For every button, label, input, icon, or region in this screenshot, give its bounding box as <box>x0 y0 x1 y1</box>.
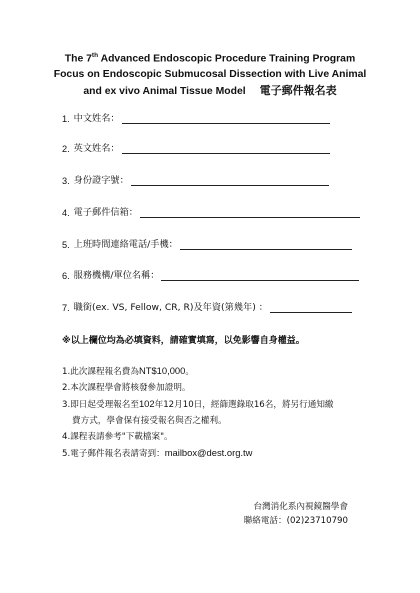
contact-phone: 聯絡電話：(02)23710790 <box>243 516 348 526</box>
list-item <box>62 396 382 413</box>
field-id-number <box>62 172 329 186</box>
field-label: 英文姓名： <box>73 143 120 154</box>
notice-list <box>62 363 382 462</box>
chinese-name-input[interactable] <box>122 113 330 124</box>
list-item <box>62 445 382 462</box>
item-text: 費方式，學會保有接受報名與否之權利。 <box>72 416 227 426</box>
email-address-link[interactable]: mailbox@dest.org.tw <box>164 447 253 458</box>
title-text-1a: The 7 <box>64 53 92 65</box>
item-text: 。 <box>185 367 194 377</box>
field-number: 4. <box>62 208 70 218</box>
phone-input[interactable] <box>180 239 352 250</box>
organization-name: 台灣消化系內視鏡醫學會 <box>253 502 348 512</box>
title-seniority-input[interactable] <box>270 302 352 313</box>
field-number: 1. <box>62 114 70 124</box>
field-label: 身份證字號： <box>73 175 129 186</box>
title-superscript: th <box>91 52 99 59</box>
list-item <box>62 380 382 396</box>
field-english-name <box>62 140 330 154</box>
list-item <box>62 429 382 445</box>
title-line-1 <box>0 48 420 67</box>
item-text: 2.本次課程學會將核發參加證明。 <box>62 383 191 393</box>
title-line-2: Focus on Endoscopic Submucosal Dissection with Live Animal <box>53 69 367 81</box>
field-number: 6. <box>62 271 70 281</box>
field-email <box>62 204 360 218</box>
field-number: 5. <box>62 240 70 250</box>
field-phone <box>62 236 352 250</box>
english-name-input[interactable] <box>122 143 330 154</box>
title-line-3 <box>0 83 420 100</box>
footer-contact <box>244 500 348 528</box>
item-text: 5.電子郵件報名表請寄到： <box>62 449 165 459</box>
field-number: 3. <box>62 176 70 186</box>
fee-amount: NT$10,000 <box>138 365 186 376</box>
title-text-1b: Advanced Endoscopic Procedure Training Program <box>98 53 356 65</box>
field-institution <box>62 267 359 281</box>
institution-input[interactable] <box>161 270 359 281</box>
title-text-3: and ex vivo Animal Tissue Model <box>83 86 246 98</box>
field-title-seniority <box>62 299 352 313</box>
item-text: 1.此次課程報名費為 <box>62 367 139 377</box>
item-text: 4.課程表請參考"下載檔案"。 <box>62 432 173 442</box>
id-number-input[interactable] <box>131 175 329 186</box>
field-label: 電子郵件信箱： <box>73 207 138 218</box>
email-input[interactable] <box>140 207 360 218</box>
field-number: 2. <box>62 144 70 154</box>
form-name-cjk: 電子郵件報名表 <box>259 84 337 98</box>
required-fields-note: ※以上欄位均為必填資料，請確實填寫，以免影響自身權益。 <box>62 336 305 346</box>
list-item-continued <box>62 413 382 429</box>
field-label: 上班時間連絡電話/手機： <box>73 239 178 250</box>
field-label: 職銜(ex. VS, Fellow, CR, R)及年資(第幾年) ： <box>73 302 268 313</box>
field-label: 服務機構/單位名稱： <box>73 270 160 281</box>
field-chinese-name <box>62 110 330 124</box>
list-item <box>62 363 382 380</box>
item-year: 102 <box>138 398 155 409</box>
field-number: 7. <box>62 303 70 313</box>
item-text: 年12月10日，經篩選錄取16名，將另行通知繳 <box>154 400 334 410</box>
field-label: 中文姓名： <box>73 113 120 124</box>
form-title <box>0 48 420 100</box>
item-text: 3.即日起受理報名至 <box>62 400 139 410</box>
